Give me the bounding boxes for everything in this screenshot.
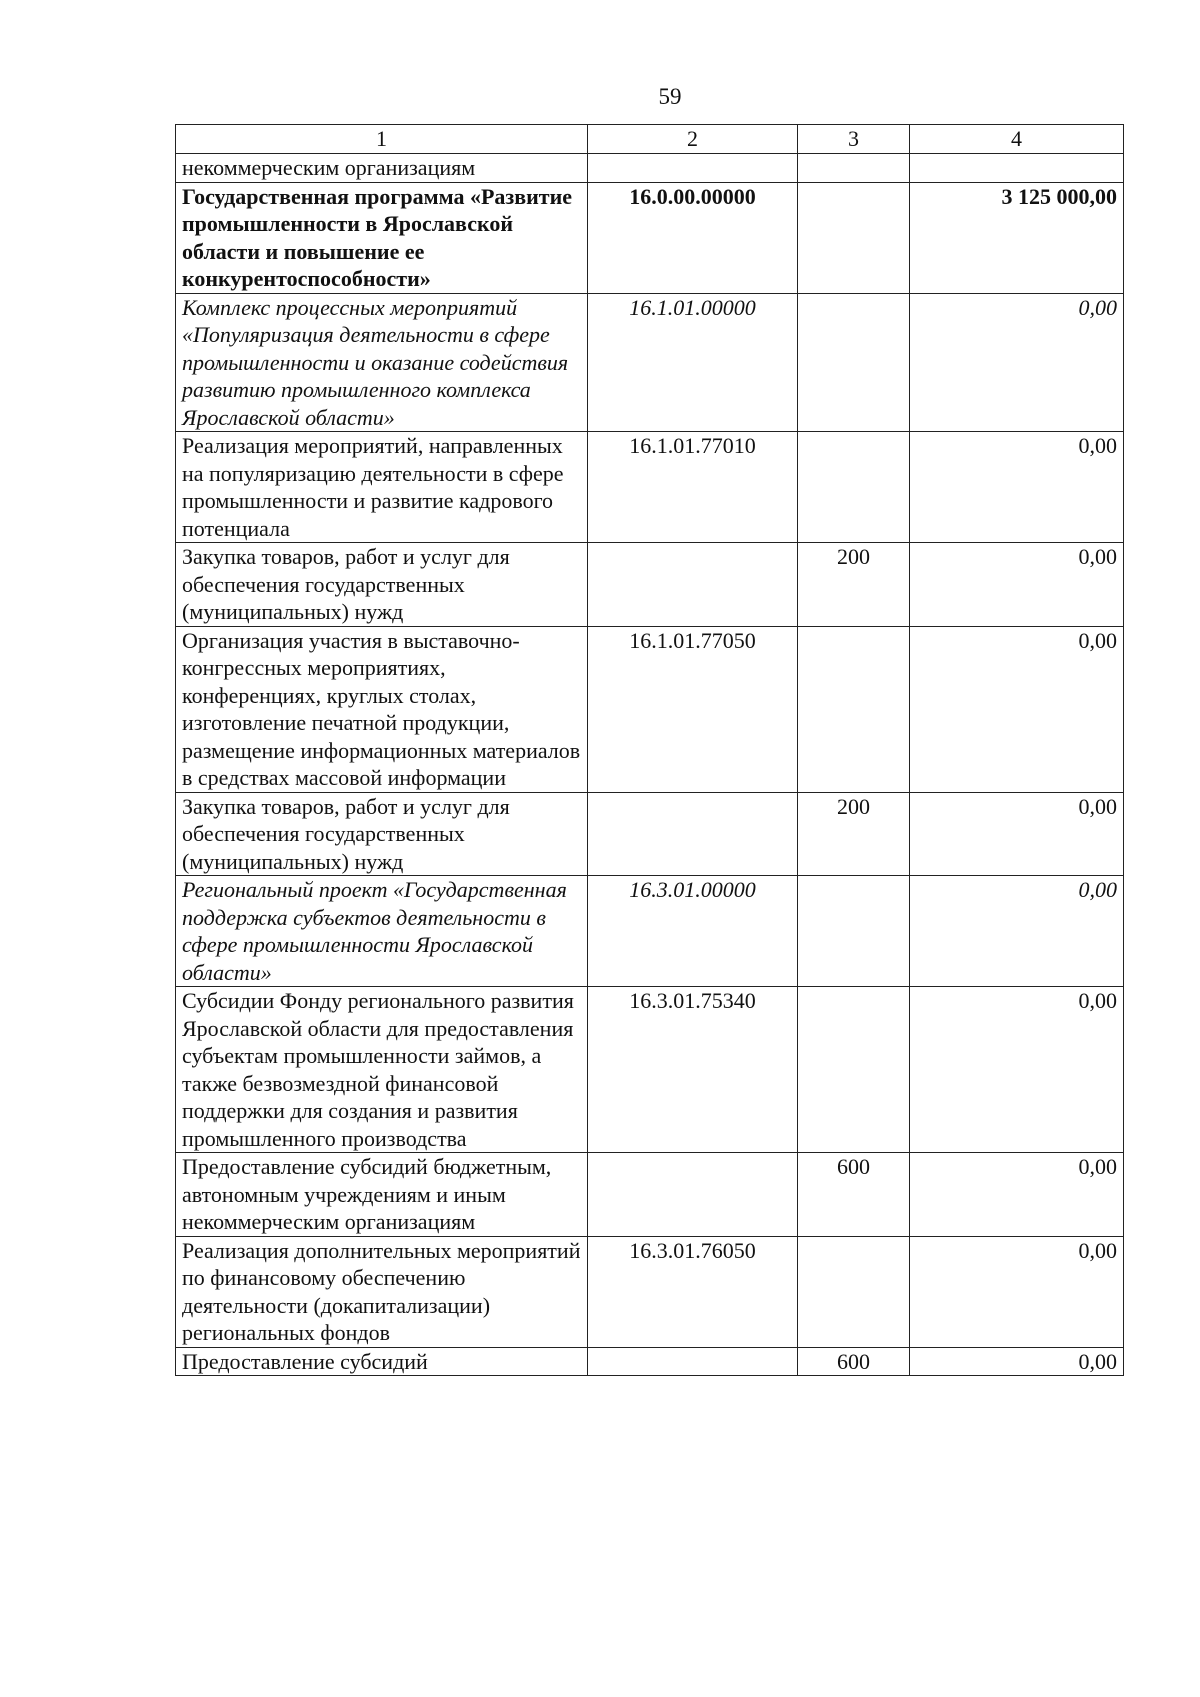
code-cell: 16.1.01.00000: [588, 293, 798, 432]
table-row: [176, 1153, 1124, 1237]
name-cell: Организация участия в выставочно-конгрессных мероприятиях, конференциях, круглых столах, изготовление печатной продукции, размещение информационных материалов в средствах массовой информации: [176, 626, 588, 792]
column-header-2: 2: [588, 125, 798, 154]
amount-cell: 0,00: [910, 432, 1124, 543]
expense-type-cell: [798, 626, 910, 792]
table-row: [176, 293, 1124, 432]
expense-type-cell: [798, 987, 910, 1153]
amount-cell: 0,00: [910, 876, 1124, 987]
name-cell: Субсидии Фонду регионального развития Ярославской области для предоставления субъектам промышленности займов, а также безвозмездной финансовой поддержки для создания и развития промышленного производства: [176, 987, 588, 1153]
expense-type-cell: 200: [798, 792, 910, 876]
table-row: [176, 182, 1124, 293]
budget-table: [175, 124, 1124, 1376]
name-cell: Закупка товаров, работ и услуг для обеспечения государственных (муниципальных) нужд: [176, 543, 588, 627]
amount-cell: 0,00: [910, 1347, 1124, 1376]
table-header-row: [176, 125, 1124, 154]
name-cell: Региональный проект «Государственная поддержка субъектов деятельности в сфере промышленности Ярославской области»: [176, 876, 588, 987]
column-header-1: 1: [176, 125, 588, 154]
amount-cell: [910, 154, 1124, 183]
code-cell: 16.0.00.00000: [588, 182, 798, 293]
name-cell: Закупка товаров, работ и услуг для обеспечения государственных (муниципальных) нужд: [176, 792, 588, 876]
expense-type-cell: [798, 1236, 910, 1347]
expense-type-cell: 600: [798, 1347, 910, 1376]
code-cell: 16.1.01.77010: [588, 432, 798, 543]
expense-type-cell: [798, 182, 910, 293]
expense-type-cell: 600: [798, 1153, 910, 1237]
table-row: [176, 792, 1124, 876]
name-cell: Государственная программа «Развитие промышленности в Ярославской области и повышение ее конкурентоспособности»: [176, 182, 588, 293]
expense-type-cell: [798, 876, 910, 987]
amount-cell: 0,00: [910, 543, 1124, 627]
table-body: [176, 154, 1124, 1376]
code-cell: 16.1.01.77050: [588, 626, 798, 792]
code-cell: [588, 1347, 798, 1376]
code-cell: [588, 154, 798, 183]
code-cell: [588, 792, 798, 876]
table-row: [176, 876, 1124, 987]
table-row: [176, 1347, 1124, 1376]
amount-cell: 0,00: [910, 293, 1124, 432]
amount-cell: 3 125 000,00: [910, 182, 1124, 293]
name-cell: Реализация дополнительных мероприятий по финансовому обеспечению деятельности (докапитализации) региональных фондов: [176, 1236, 588, 1347]
expense-type-cell: [798, 154, 910, 183]
amount-cell: 0,00: [910, 1153, 1124, 1237]
code-cell: [588, 543, 798, 627]
table-row: [176, 987, 1124, 1153]
amount-cell: 0,00: [910, 626, 1124, 792]
code-cell: [588, 1153, 798, 1237]
name-cell: Предоставление субсидий: [176, 1347, 588, 1376]
table-row: [176, 543, 1124, 627]
column-header-3: 3: [798, 125, 910, 154]
page-number: 59: [658, 84, 682, 109]
code-cell: 16.3.01.00000: [588, 876, 798, 987]
column-header-4: 4: [910, 125, 1124, 154]
name-cell: Предоставление субсидий бюджетным, автономным учреждениям и иным некоммерческим организациям: [176, 1153, 588, 1237]
code-cell: 16.3.01.75340: [588, 987, 798, 1153]
code-cell: 16.3.01.76050: [588, 1236, 798, 1347]
table-row: [176, 154, 1124, 183]
expense-type-cell: [798, 293, 910, 432]
amount-cell: 0,00: [910, 1236, 1124, 1347]
expense-type-cell: [798, 432, 910, 543]
expense-type-cell: 200: [798, 543, 910, 627]
name-cell: некоммерческим организациям: [176, 154, 588, 183]
amount-cell: 0,00: [910, 987, 1124, 1153]
amount-cell: 0,00: [910, 792, 1124, 876]
table-row: [176, 432, 1124, 543]
table-row: [176, 626, 1124, 792]
name-cell: Реализация мероприятий, направленных на популяризацию деятельности в сфере промышленности и развитие кадрового потенциала: [176, 432, 588, 543]
name-cell: Комплекс процессных мероприятий «Популяризация деятельности в сфере промышленности и оказание содействия развитию промышленного комплекса Ярославской области»: [176, 293, 588, 432]
table-row: [176, 1236, 1124, 1347]
